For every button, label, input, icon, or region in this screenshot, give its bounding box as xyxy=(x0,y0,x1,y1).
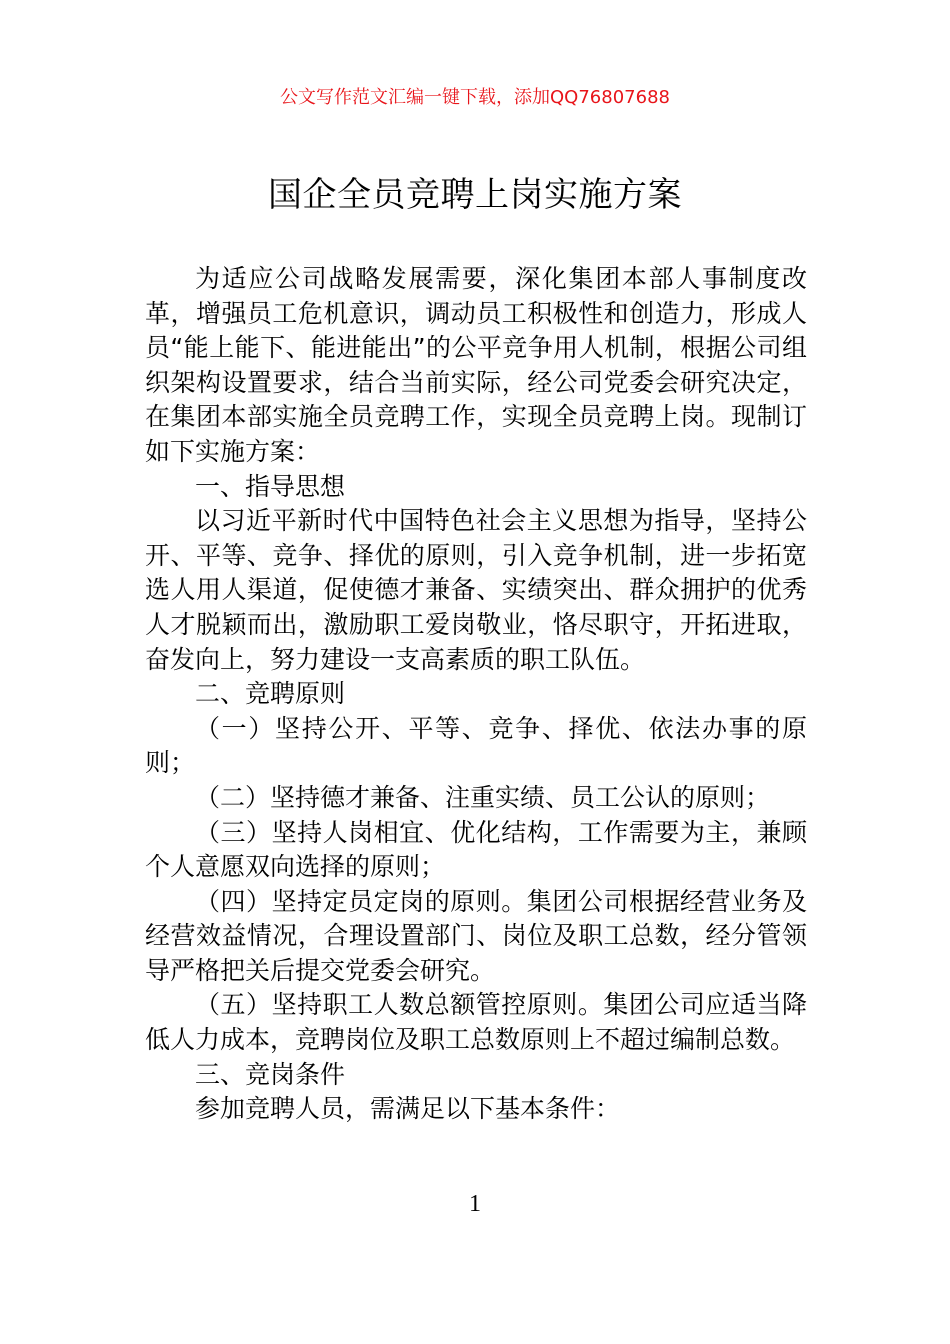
principle-item-5: （五）坚持职工人数总额管控原则。集团公司应适当降低人力成本，竞聘岗位及职工总数原则上不超过编制总数。 xyxy=(145,990,807,1055)
document-title: 国企全员竞聘上岗实施方案 xyxy=(268,175,682,215)
download-note: 公文写作范文汇编一键下载，添加QQ76807688 xyxy=(280,87,670,108)
paragraph-guiding-ideology: 以习近平新时代中国特色社会主义思想为指导，坚持公开、平等、竞争、择优的原则，引入竞争机制，进一步拓宽选人用人渠道，促使德才兼备、实绩突出、群众拥护的优秀人才脱颖而出，激励职工爱岗敬业，恪尽职守，开拓进取，奋发向上，努力建设一支高素质的职工队伍。 xyxy=(145,506,807,674)
paragraph-conditions-intro: 参加竞聘人员，需满足以下基本条件： xyxy=(195,1094,621,1124)
section-heading-conditions: 三、竞岗条件 xyxy=(195,1059,346,1089)
principle-item-1: （一）坚持公开、平等、竞争、择优、依法办事的原则； xyxy=(145,713,807,778)
principle-item-2: （二）坚持德才兼备、注重实绩、员工公认的原则； xyxy=(195,782,771,812)
document-body xyxy=(145,262,807,1127)
page-number: 1 xyxy=(469,1191,481,1217)
principle-item-3: （三）坚持人岗相宜、优化结构，工作需要为主，兼顾个人意愿双向选择的原则； xyxy=(145,817,807,882)
intro-paragraph: 为适应公司战略发展需要，深化集团本部人事制度改革，增强员工危机意识，调动员工积极性和创造力，形成人员“能上能下、能进能出”的公平竞争用人机制，根据公司组织架构设置要求，结合当前实际，经公司党委会研究决定，在集团本部实施全员竞聘工作，实现全员竞聘上岗。现制订如下实施方案： xyxy=(145,264,807,466)
section-heading-guiding-ideology: 一、指导思想 xyxy=(195,471,346,501)
section-heading-principles: 二、竞聘原则 xyxy=(195,679,346,709)
principle-item-4: （四）坚持定员定岗的原则。集团公司根据经营业务及经营效益情况，合理设置部门、岗位及职工总数，经分管领导严格把关后提交党委会研究。 xyxy=(145,886,807,985)
